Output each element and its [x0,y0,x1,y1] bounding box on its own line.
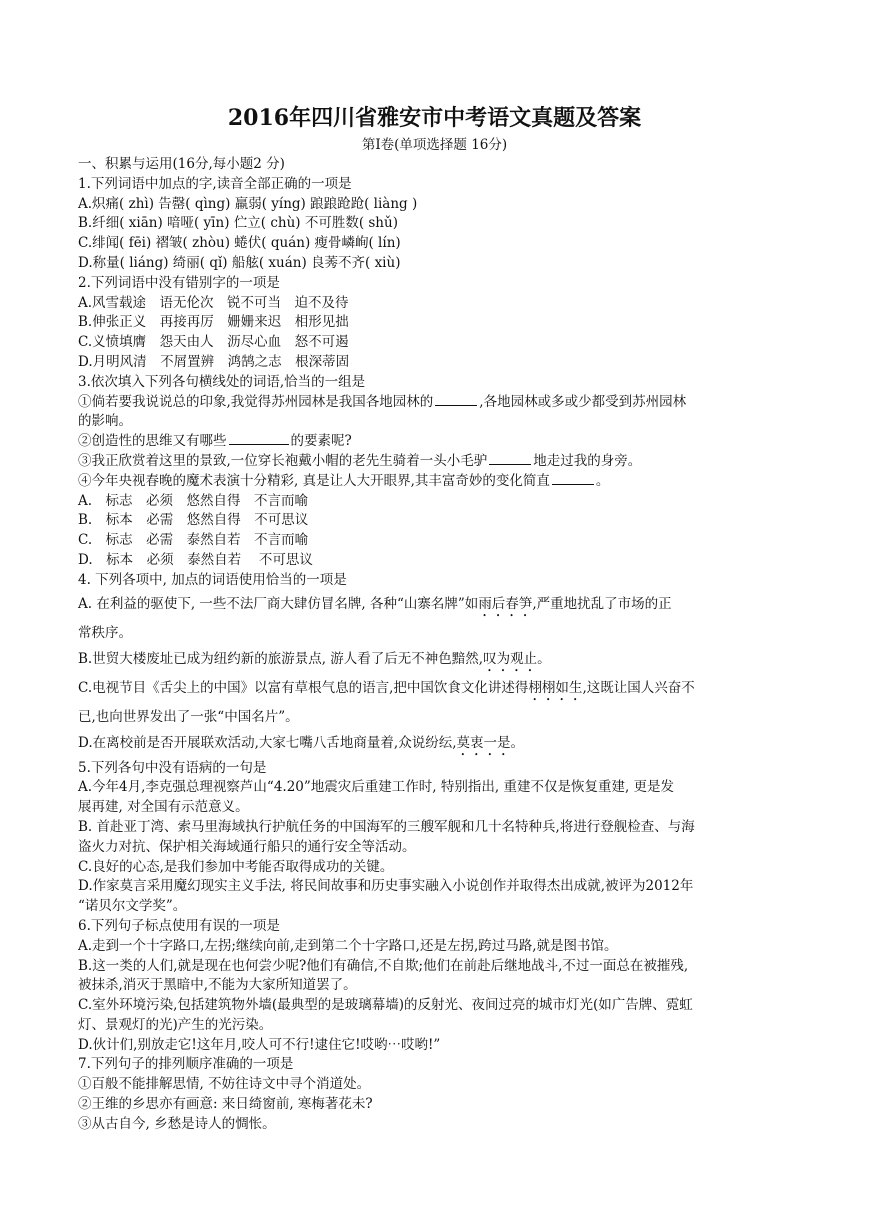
sentence-text: 。 [595,472,610,489]
option-text: A. 在利益的驱使下, 一些不法厂商大肆仿冒名牌, 各种“山寨名牌”如 [78,595,479,612]
option-text: D.在离校前是否开展联欢活动,大家七嘴八舌地商量着,众说纷纭, [78,734,457,751]
question-7-sentence-2: ②王维的乡思亦有画意: 来日绮窗前, 寒梅著花未? [78,1096,373,1113]
sentence-text: ,各地园林或多或少都受到苏州园林 [479,393,687,410]
sentence-text: 的要素呢? [290,433,352,450]
question-1-option-c: C.绯闻( fēi) 褶皱( zhòu) 蜷伏( quán) 瘦骨嶙峋( lín) [78,235,401,252]
sentence-text: ④今年央视春晚的魔术表演十分精彩, 真是让人大开眼界,其丰富奇妙的变化简直 [78,472,550,489]
question-7-stem: 7.下列句子的排列顺序准确的一项是 [78,1056,294,1073]
sentence-text: ②创造性的思维又有哪些 [78,433,227,450]
question-2-stem: 2.下列词语中没有错别字的一项是 [78,274,280,291]
question-4-option-a-cont: 常秩序。 [78,624,132,641]
question-4-option-c [78,675,798,704]
question-3-sentence-1-cont: 的影响。 [78,413,132,430]
question-6-option-b-cont: 被抹杀,消灭于黑暗中,不能为大家所知道罢了。 [78,977,357,994]
question-2-option-b: B.伸张正义 再接再厉 姗姗来迟 相形见拙 [78,314,349,331]
question-2-option-c: C.义愤填膺 怨天由人 沥尽心血 怒不可遏 [78,334,349,351]
option-text: 。 [537,650,551,667]
dotted-term: 雨后春笋 [478,595,533,612]
question-1-stem: 1.下列词语中加点的字,读音全部正确的一项是 [78,175,352,192]
sentence-text: ①倘若要我说说总的印象,我觉得苏州园林是我国各地园林的 [78,393,434,410]
question-5-option-b: B. 首赴亚丁湾、索马里海域执行护航任务的中国海军的三艘军舰和几十名特种兵,将进行登舰检查、与海 [78,818,695,835]
exam-body [78,155,798,1135]
question-3-sentence-1 [78,393,798,413]
fill-blank [435,393,477,406]
dotted-term: 栩栩如生 [528,679,583,696]
question-2-option-d: D.月明风清 不屑置辨 鸿鹄之志 根深蒂固 [78,353,350,370]
question-6-option-b: B.这一类的人们,就是现在也何尝少呢?他们有确信,不自欺;他们在前赴后继地战斗,不过一面总在被摧残, [78,957,689,974]
fill-blank [229,432,289,445]
fill-blank [489,452,531,465]
question-7-sentence-1: ①百般不能排解思情, 不妨往诗文中寻个消道处。 [78,1076,371,1093]
question-3-option-a: A. 标志 必须 悠然自得 不言而喻 [78,492,309,509]
sentence-text: 地走过我的身旁。 [533,452,642,469]
fill-blank [552,472,594,485]
sentence-text: ③我正欣赏着这里的景致,一位穿长袍戴小帽的老先生骑着一头小毛驴 [78,452,488,469]
question-4-option-d [78,730,798,759]
section-subtitle: 第Ⅰ卷(单项选择题 16分) [361,137,508,153]
section-heading: 一、积累与运用(16分,每小题2 分) [78,156,285,172]
page-title: 2016年四川省雅安市中考语文真题及答案 [227,105,642,131]
question-4-option-c-cont: 已,也向世界发出了一张“中国名片”。 [78,708,299,725]
question-6-option-a: A.走到一个十字路口,左拐;继续向前,走到第二个十字路口,还是左拐,跨过马路,就是图书馆。 [78,937,618,954]
question-5-option-a-cont: 展再建, 对全国有示范意义。 [78,799,249,816]
question-5-option-a: A.今年4月,李克强总理视察芦山“4.20”地震灾后重建工作时, 特别指出, 重建不仅是恢复重建, 更是发 [78,779,675,796]
question-1-option-a: A.炽痛( zhì) 告罄( qìng) 羸弱( yíng) 踉踉跄跄( liàng ) [78,195,418,212]
question-4-option-b [78,646,798,675]
option-text: B.世贸大楼废址已成为纽约新的旅游景点, 游人看了后无不神色黯然, [78,650,484,667]
question-6-option-d: D.伙计们,别放走它!这年月,咬人可不行!逮住它!哎哟⋯哎哟!” [78,1036,441,1053]
question-6-stem: 6.下列句子标点使用有误的一项是 [78,917,280,934]
question-5-option-c: C.良好的心态,是我们参加中考能否取得成功的关键。 [78,858,394,875]
question-5-option-d: D.作家莫言采用魔幻现实主义手法, 将民间故事和历史事实融入小说创作并取得杰出成就,被评为2012年 [78,878,694,895]
question-4-option-a [78,591,798,620]
question-2-option-a: A.风雪载途 语无伦次 锐不可当 迫不及待 [78,294,349,311]
option-text: ,这既让国人兴奋不 [582,679,695,696]
question-6-option-c: C.室外环境污染,包括建筑物外墙(最典型的是玻璃幕墙)的反射光、夜间过亮的城市灯光(如广告牌、霓虹 [78,997,693,1014]
question-3-option-d: D. 标本 必须 泰然自若 不可思议 [78,551,313,568]
question-3-option-b: B. 标本 必需 悠然自得 不可思议 [78,512,309,529]
question-3-stem: 3.依次填入下列各句横线处的词语,恰当的一组是 [78,373,366,390]
option-text: ,严重地扰乱了市场的正 [532,595,672,612]
question-3-sentence-2 [78,432,798,452]
question-6-option-c-cont: 灯、景观灯的光)产生的光污染。 [78,1016,273,1033]
dotted-term: 叹为观止 [483,650,538,667]
question-5-option-d-cont: “诺贝尔文学奖”。 [78,898,187,915]
question-1-option-d: D.称量( liáng) 绮丽( qǐ) 船舷( xuán) 良莠不齐( xiù) [78,254,401,271]
question-5-option-b-cont: 盗火力对抗、保护相关海域通行船只的通行安全等活动。 [78,838,416,855]
question-3-sentence-3 [78,452,798,472]
question-3-option-c: C. 标志 必需 泰然自若 不言而喻 [78,532,309,549]
question-7-sentence-3: ③从古自今, 乡愁是诗人的惆怅。 [78,1115,276,1132]
question-3-sentence-4 [78,472,798,492]
question-4-stem: 4. 下列各项中, 加点的词语使用恰当的一项是 [78,571,347,588]
option-text: 。 [510,734,525,751]
question-5-stem: 5.下列各句中没有语病的一句是 [78,759,267,776]
question-1-option-b: B.纤细( xiān) 喑哑( yīn) 伫立( chù) 不可胜数( shǔ) [78,215,398,232]
option-text: C.电视节目《舌尖上的中国》以富有草根气息的语言,把中国饮食文化讲述得 [78,679,529,696]
dotted-term: 莫衷一是 [456,734,511,751]
